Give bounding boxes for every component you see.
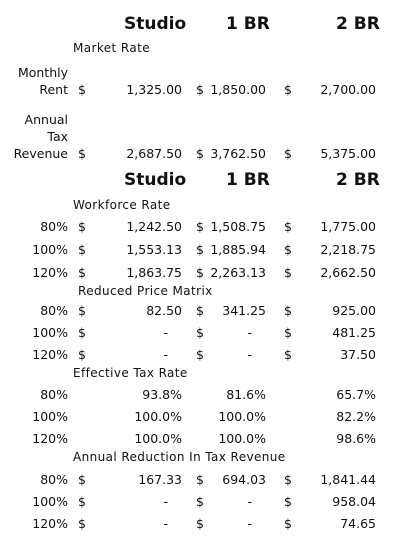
reduced-price-cell: - [163,347,168,362]
effective-tax-cell: 100.0% [218,431,266,446]
annual-reduction-cell: - [247,516,252,531]
annual-reduction-cell: 958.04 [332,494,376,509]
currency-symbol: $ [78,146,86,161]
currency-symbol: $ [78,516,86,531]
reduced-price-pct-label: 80% [40,303,68,318]
workforce-rate-cell: 2,662.50 [320,265,376,280]
reduced-price-cell: - [247,325,252,340]
currency-symbol: $ [78,82,86,97]
section-workforce-rate: Workforce Rate [73,198,171,212]
currency-symbol: $ [284,516,292,531]
currency-symbol: $ [78,242,86,257]
effective-tax-pct-label: 120% [32,431,68,446]
header-1br: 1 BR [226,170,270,190]
workforce-rate-cell: 1,775.00 [320,219,376,234]
header-studio: Studio [124,170,187,190]
effective-tax-cell: 100.0% [134,409,182,424]
annual-reduction-cell: 167.33 [138,472,182,487]
section-market-rate: Market Rate [73,41,150,55]
annual-reduction-cell: 694.03 [222,472,266,487]
row-label: Monthly [17,65,68,80]
effective-tax-cell: 98.6% [336,431,376,446]
effective-tax-cell: 82.2% [336,409,376,424]
currency-symbol: $ [78,472,86,487]
currency-symbol: $ [284,347,292,362]
row-label: Revenue [13,146,68,161]
effective-tax-pct-label: 80% [40,387,68,402]
workforce-rate-pct-label: 100% [32,242,68,257]
reduced-price-pct-label: 100% [32,325,68,340]
header-1br: 1 BR [226,14,270,34]
row-label: Annual [24,112,68,127]
annual-reduction-pct-label: 100% [32,494,68,509]
annual-reduction-cell: 1,841.44 [320,472,376,487]
currency-symbol: $ [78,347,86,362]
workforce-rate-cell: 1,508.75 [210,219,266,234]
currency-symbol: $ [284,494,292,509]
currency-symbol: $ [78,494,86,509]
market-rent-studio: 1,325.00 [126,82,182,97]
workforce-rate-cell: 1,553.13 [126,242,182,257]
workforce-rate-pct-label: 80% [40,219,68,234]
effective-tax-cell: 81.6% [226,387,266,402]
currency-symbol: $ [78,219,86,234]
reduced-price-cell: 481.25 [332,325,376,340]
currency-symbol: $ [78,325,86,340]
reduced-price-cell: 341.25 [222,303,266,318]
currency-symbol: $ [284,242,292,257]
market-tax-2br: 5,375.00 [320,146,376,161]
workforce-rate-pct-label: 120% [32,265,68,280]
effective-tax-cell: 100.0% [218,409,266,424]
market-tax-studio: 2,687.50 [126,146,182,161]
reduced-price-cell: 82.50 [146,303,182,318]
currency-symbol: $ [196,325,204,340]
market-rent-1br: 1,850.00 [210,82,266,97]
annual-reduction-pct-label: 80% [40,472,68,487]
section-annual-reduction: Annual Reduction In Tax Revenue [73,450,286,464]
currency-symbol: $ [196,494,204,509]
effective-tax-cell: 100.0% [134,431,182,446]
effective-tax-cell: 93.8% [142,387,182,402]
currency-symbol: $ [284,303,292,318]
header-2br: 2 BR [336,170,380,190]
currency-symbol: $ [78,303,86,318]
annual-reduction-cell: - [163,494,168,509]
reduced-price-pct-label: 120% [32,347,68,362]
reduced-price-cell: 925.00 [332,303,376,318]
workforce-rate-cell: 2,218.75 [320,242,376,257]
effective-tax-pct-label: 100% [32,409,68,424]
currency-symbol: $ [196,219,204,234]
currency-symbol: $ [284,265,292,280]
currency-symbol: $ [196,303,204,318]
currency-symbol: $ [196,347,204,362]
effective-tax-cell: 65.7% [336,387,376,402]
currency-symbol: $ [196,516,204,531]
currency-symbol: $ [284,82,292,97]
workforce-rate-cell: 1,242.50 [126,219,182,234]
reduced-price-cell: - [163,325,168,340]
currency-symbol: $ [196,146,204,161]
currency-symbol: $ [284,146,292,161]
currency-symbol: $ [78,265,86,280]
currency-symbol: $ [284,219,292,234]
annual-reduction-cell: 74.65 [340,516,376,531]
workforce-rate-cell: 1,885.94 [210,242,266,257]
currency-symbol: $ [196,82,204,97]
currency-symbol: $ [196,472,204,487]
header-2br: 2 BR [336,14,380,34]
workforce-rate-cell: 1,863.75 [126,265,182,280]
row-label: Tax [47,129,68,144]
currency-symbol: $ [196,265,204,280]
currency-symbol: $ [284,472,292,487]
header-studio: Studio [124,14,187,34]
market-tax-1br: 3,762.50 [210,146,266,161]
currency-symbol: $ [196,242,204,257]
reduced-price-cell: 37.50 [340,347,376,362]
reduced-price-cell: - [247,347,252,362]
annual-reduction-cell: - [247,494,252,509]
row-label: Rent [39,82,68,97]
annual-reduction-pct-label: 120% [32,516,68,531]
section-effective-tax: Effective Tax Rate [73,366,188,380]
market-rent-2br: 2,700.00 [320,82,376,97]
annual-reduction-cell: - [163,516,168,531]
section-reduced-price: Reduced Price Matrix [78,284,213,298]
workforce-rate-cell: 2,263.13 [210,265,266,280]
currency-symbol: $ [284,325,292,340]
